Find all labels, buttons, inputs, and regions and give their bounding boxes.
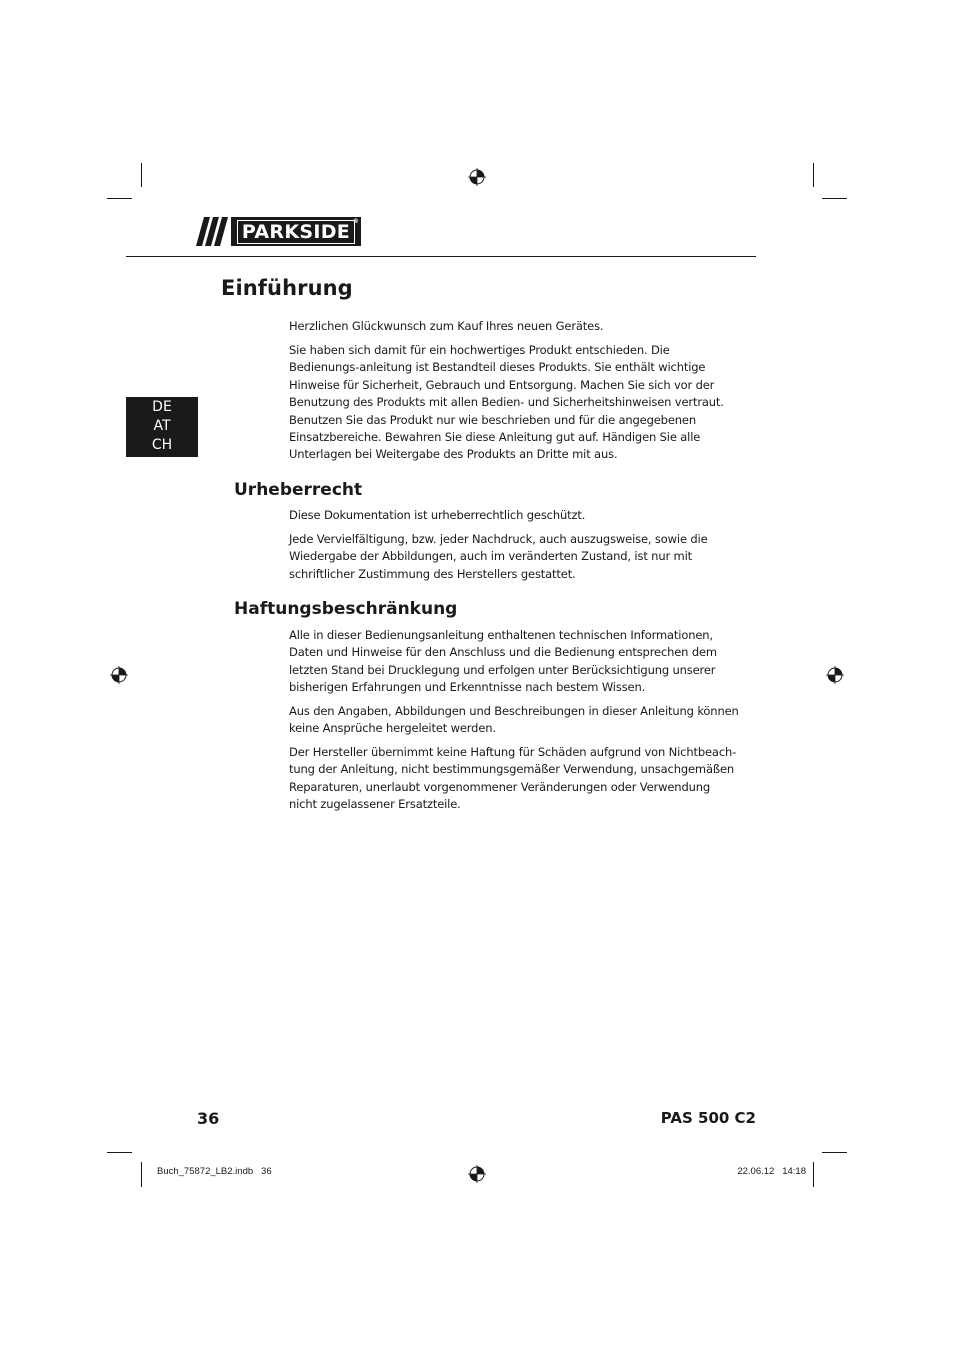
paragraph: Jede Vervielfältigung, bzw. jeder Nachdruck, auch auszugsweise, sowie die Wiedergabe der Abbildungen, auch im veränderten Zustand, ist nur mit schriftlicher Zustimmung des Herstellers gestattet.	[289, 532, 708, 581]
section-title-urheberrecht: Urheberrecht	[234, 480, 363, 500]
registration-mark-icon	[468, 1165, 486, 1183]
section-title-einfuehrung: Einführung	[221, 276, 353, 300]
header-rule	[126, 256, 756, 257]
language-code-at: AT	[153, 418, 171, 434]
paragraph: Diese Dokumentation ist urheberrechtlich geschützt.	[289, 508, 586, 522]
print-slug-date: 22.06.12 14:18	[737, 1166, 806, 1177]
section-title-haftungsbeschraenkung: Haftungsbeschränkung	[234, 599, 458, 619]
registration-mark-icon	[468, 168, 486, 186]
registration-mark-icon	[110, 666, 128, 684]
crop-mark-top-left-vertical	[141, 163, 142, 187]
crop-mark-bottom-right-vertical	[813, 1162, 814, 1187]
page-number: 36	[197, 1109, 220, 1128]
paragraph: Herzlichen Glückwunsch zum Kauf Ihres neuen Gerätes.	[289, 319, 604, 333]
crop-mark-bottom-left-horizontal	[107, 1152, 132, 1153]
logo-registered-mark: ®	[352, 218, 359, 225]
crop-mark-bottom-right-horizontal	[822, 1152, 847, 1153]
model-name: PAS 500 C2	[660, 1109, 756, 1127]
crop-mark-top-right-vertical	[813, 163, 814, 187]
crop-mark-top-right-horizontal	[822, 198, 847, 199]
language-code-ch: CH	[151, 437, 173, 453]
logo-brand-text: PARKSIDE	[237, 220, 355, 244]
registration-mark-icon	[826, 666, 844, 684]
crop-mark-top-left-horizontal	[107, 198, 132, 199]
paragraph: Sie haben sich damit für ein hochwertiges Produkt entschieden. Die Bedienungs-anleitung ist Bestandteil dieses Produkts. Sie enthält wichtige Hinweise für Sicherheit, Gebrauch und Entsorgung. Machen Sie sich vor der Benutzung des Produkts mit allen Bedien- und Sicherheitshinweisen vertraut. Benutzen Sie das Produkt nur wie beschrieben und für die angegebenen Einsatzbereiche. Bewahren Sie diese Anleitung gut auf. Händigen Sie alle Unterlagen bei Weitergabe des Produkts an Dritte mit aus.	[289, 343, 724, 462]
paragraph: Aus den Angaben, Abbildungen und Beschreibungen in dieser Anleitung können keine Ansprüche hergeleitet werden.	[289, 704, 739, 736]
language-tab	[126, 397, 198, 457]
paragraph: Der Hersteller übernimmt keine Haftung für Schäden aufgrund von Nichtbeach-tung der Anleitung, nicht bestimmungsgemäßer Verwendung, unsachgemäßen Reparaturen, unerlaubt vorgenommener Veränderungen oder Verwendung nicht zugelassener Ersatzteile.	[289, 745, 737, 812]
paragraph: Alle in dieser Bedienungsanleitung enthaltenen technischen Informationen, Daten und Hinweise für den Anschluss und die Bedienung entsprechen dem letzten Stand bei Drucklegung und erfolgen unter Berücksichtigung unserer bisherigen Erfahrungen und Erkenntnisse nach bestem Wissen.	[289, 628, 717, 695]
parkside-logo	[196, 217, 361, 246]
logo-stripes-icon	[196, 217, 229, 246]
logo-wordmark	[231, 217, 361, 246]
crop-mark-bottom-left-vertical	[141, 1162, 142, 1187]
print-slug-file: Buch_75872_LB2.indb 36	[157, 1166, 272, 1177]
language-code-de: DE	[152, 399, 172, 415]
